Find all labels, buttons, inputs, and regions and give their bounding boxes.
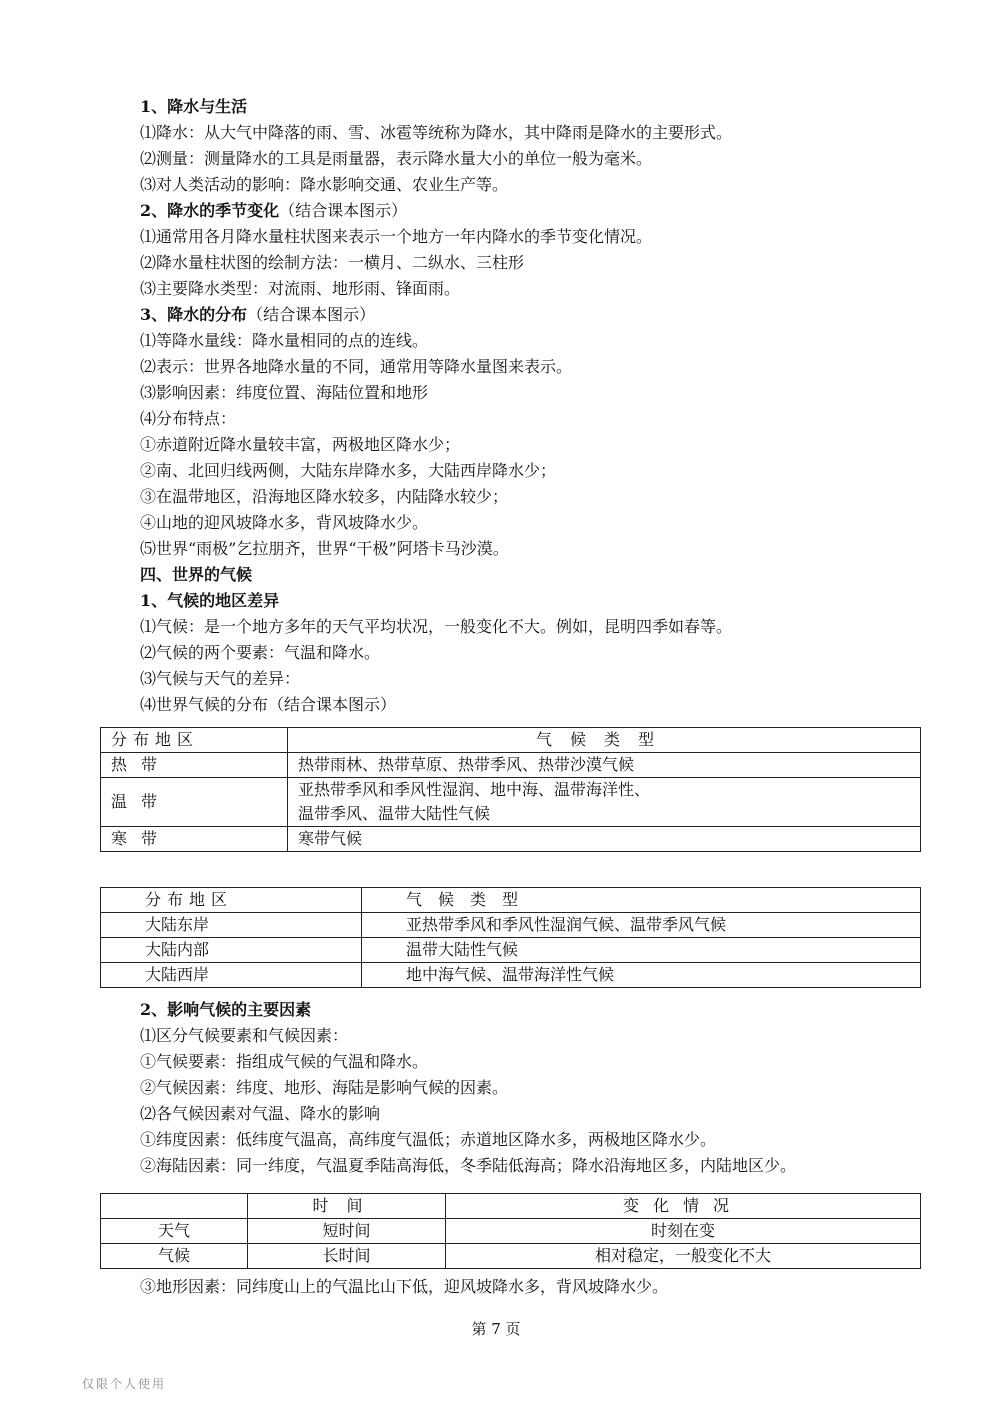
table-header-cell: 时间 bbox=[248, 1194, 446, 1219]
section-heading: 1、降水与生活 bbox=[140, 97, 248, 116]
table-cell: 温带大陆性气候 bbox=[362, 938, 921, 963]
text-line: ①气候要素：指组成气候的气温和降水。 bbox=[140, 1052, 429, 1071]
table-cell: 大陆西岸 bbox=[101, 963, 362, 988]
table-header-cell bbox=[101, 1194, 248, 1219]
main-content bbox=[140, 94, 920, 718]
table-row bbox=[101, 1244, 921, 1269]
table-cell: 寒带 bbox=[101, 827, 288, 852]
table-header-row bbox=[101, 888, 921, 913]
table-header-row bbox=[101, 728, 921, 753]
table-cell: 气候 bbox=[101, 1244, 248, 1269]
table-cell: 寒带气候 bbox=[288, 827, 921, 852]
text-line: ⑴等降水量线：降水量相同的点的连线。 bbox=[140, 331, 429, 350]
cell-line: 温带季风、温带大陆性气候 bbox=[298, 804, 491, 823]
table-cell: 时刻在变 bbox=[446, 1219, 921, 1244]
weather-climate-table bbox=[100, 1193, 921, 1269]
table-row bbox=[101, 778, 921, 827]
table-header-cell: 分布地区 bbox=[101, 888, 362, 913]
text-line: ②南、北回归线两侧，大陆东岸降水多，大陆西岸降水少； bbox=[140, 461, 557, 480]
text-line: ②气候因素：纬度、地形、海陆是影响气候的因素。 bbox=[140, 1078, 509, 1097]
section-heading: 2、影响气候的主要因素 bbox=[140, 1000, 312, 1019]
table-header-cell: 变化情况 bbox=[446, 1194, 921, 1219]
table-cell: 亚热带季风和季风性湿润气候、温带季风气候 bbox=[362, 913, 921, 938]
text-line: ②海陆因素：同一纬度，气温夏季陆高海低，冬季陆低海高；降水沿海地区多，内陆地区少。 bbox=[140, 1156, 797, 1175]
footer-note: 仅限个人使用 bbox=[82, 1377, 167, 1391]
table-cell: 大陆内部 bbox=[101, 938, 362, 963]
text-line: ⑴通常用各月降水量柱状图来表示一个地方一年内降水的季节变化情况。 bbox=[140, 227, 653, 246]
heading-text: 3、降水的分布 bbox=[140, 305, 248, 324]
section-heading bbox=[140, 198, 920, 224]
table-cell: 大陆东岸 bbox=[101, 913, 362, 938]
section-heading bbox=[140, 302, 920, 328]
text-line: ⑸世界“雨极”乞拉朋齐，世界“干极”阿塔卡马沙漠。 bbox=[140, 539, 509, 558]
text-line: ④山地的迎风坡降水多，背风坡降水少。 bbox=[140, 513, 429, 532]
text-line: ⑶主要降水类型：对流雨、地形雨、锋面雨。 bbox=[140, 279, 461, 298]
section-heading: 1、气候的地区差异 bbox=[140, 591, 280, 610]
text-line: ⑴区分气候要素和气候因素： bbox=[140, 1026, 349, 1045]
text-line: ⑴降水：从大气中降落的雨、雪、冰雹等统称为降水，其中降雨是降水的主要形式。 bbox=[140, 123, 733, 142]
table-header-cell: 气候类型 bbox=[362, 888, 921, 913]
table-cell: 温带 bbox=[101, 778, 288, 827]
text-line: ③在温带地区，沿海地区降水较多，内陆降水较少； bbox=[140, 487, 509, 506]
text-line: ⑴气候：是一个地方多年的天气平均状况，一般变化不大。例如，昆明四季如春等。 bbox=[140, 617, 733, 636]
text-line: ⑵测量：测量降水的工具是雨量器，表示降水量大小的单位一般为毫米。 bbox=[140, 149, 653, 168]
table-cell: 热带雨林、热带草原、热带季风、热带沙漠气候 bbox=[288, 753, 921, 778]
text-line: ⑷分布特点： bbox=[140, 409, 237, 428]
text-line: ①纬度因素：低纬度气温高，高纬度气温低；赤道地区降水多，两极地区降水少。 bbox=[140, 1130, 717, 1149]
heading-note: （结合课本图示） bbox=[247, 305, 376, 324]
text-line: ⑵表示：世界各地降水量的不同，通常用等降水量图来表示。 bbox=[140, 357, 573, 376]
table-cell: 长时间 bbox=[248, 1244, 446, 1269]
text-line: ⑶对人类活动的影响：降水影响交通、农业生产等。 bbox=[140, 175, 509, 194]
table-cell: 短时间 bbox=[248, 1219, 446, 1244]
text-line: ⑵各气候因素对气温、降水的影响 bbox=[140, 1104, 381, 1123]
table-cell: 地中海气候、温带海洋性气候 bbox=[362, 963, 921, 988]
table-cell: 热带 bbox=[101, 753, 288, 778]
table-header-cell: 气候类型 bbox=[288, 728, 921, 753]
factors-section bbox=[140, 997, 920, 1179]
text-line: ⑶影响因素：纬度位置、海陆位置和地形 bbox=[140, 383, 429, 402]
table-row bbox=[101, 938, 921, 963]
text-line: ⑵气候的两个要素：气温和降水。 bbox=[140, 643, 381, 662]
text-line: ⑵降水量柱状图的绘制方法：一横月、二纵水、三柱形 bbox=[140, 253, 525, 272]
table-row bbox=[101, 827, 921, 852]
table-cell: 相对稳定，一般变化不大 bbox=[446, 1244, 921, 1269]
table-header-row bbox=[101, 1194, 921, 1219]
table-cell bbox=[288, 778, 921, 827]
text-line: ⑶气候与天气的差异： bbox=[140, 669, 301, 688]
text-line: ⑷世界气候的分布（结合课本图示） bbox=[140, 695, 397, 714]
table-row bbox=[101, 753, 921, 778]
table-header-cell: 分布地区 bbox=[101, 728, 288, 753]
text-line: ③地形因素：同纬度山上的气温比山下低，迎风坡降水多，背风坡降水少。 bbox=[140, 1277, 669, 1296]
heading-text: 2、降水的季节变化 bbox=[140, 201, 280, 220]
table-row bbox=[101, 913, 921, 938]
cell-line: 亚热带季风和季风性湿润、地中海、温带海洋性、 bbox=[298, 780, 651, 799]
page-number: 第 7 页 bbox=[471, 1320, 521, 1338]
heading-note: （结合课本图示） bbox=[279, 201, 408, 220]
table-row bbox=[101, 963, 921, 988]
table-cell: 天气 bbox=[101, 1219, 248, 1244]
table-row bbox=[101, 1219, 921, 1244]
part-heading: 四、世界的气候 bbox=[140, 565, 253, 584]
text-line: ①赤道附近降水量较丰富，两极地区降水少； bbox=[140, 435, 461, 454]
climate-zone-table bbox=[100, 727, 921, 852]
continent-climate-table bbox=[100, 887, 921, 988]
